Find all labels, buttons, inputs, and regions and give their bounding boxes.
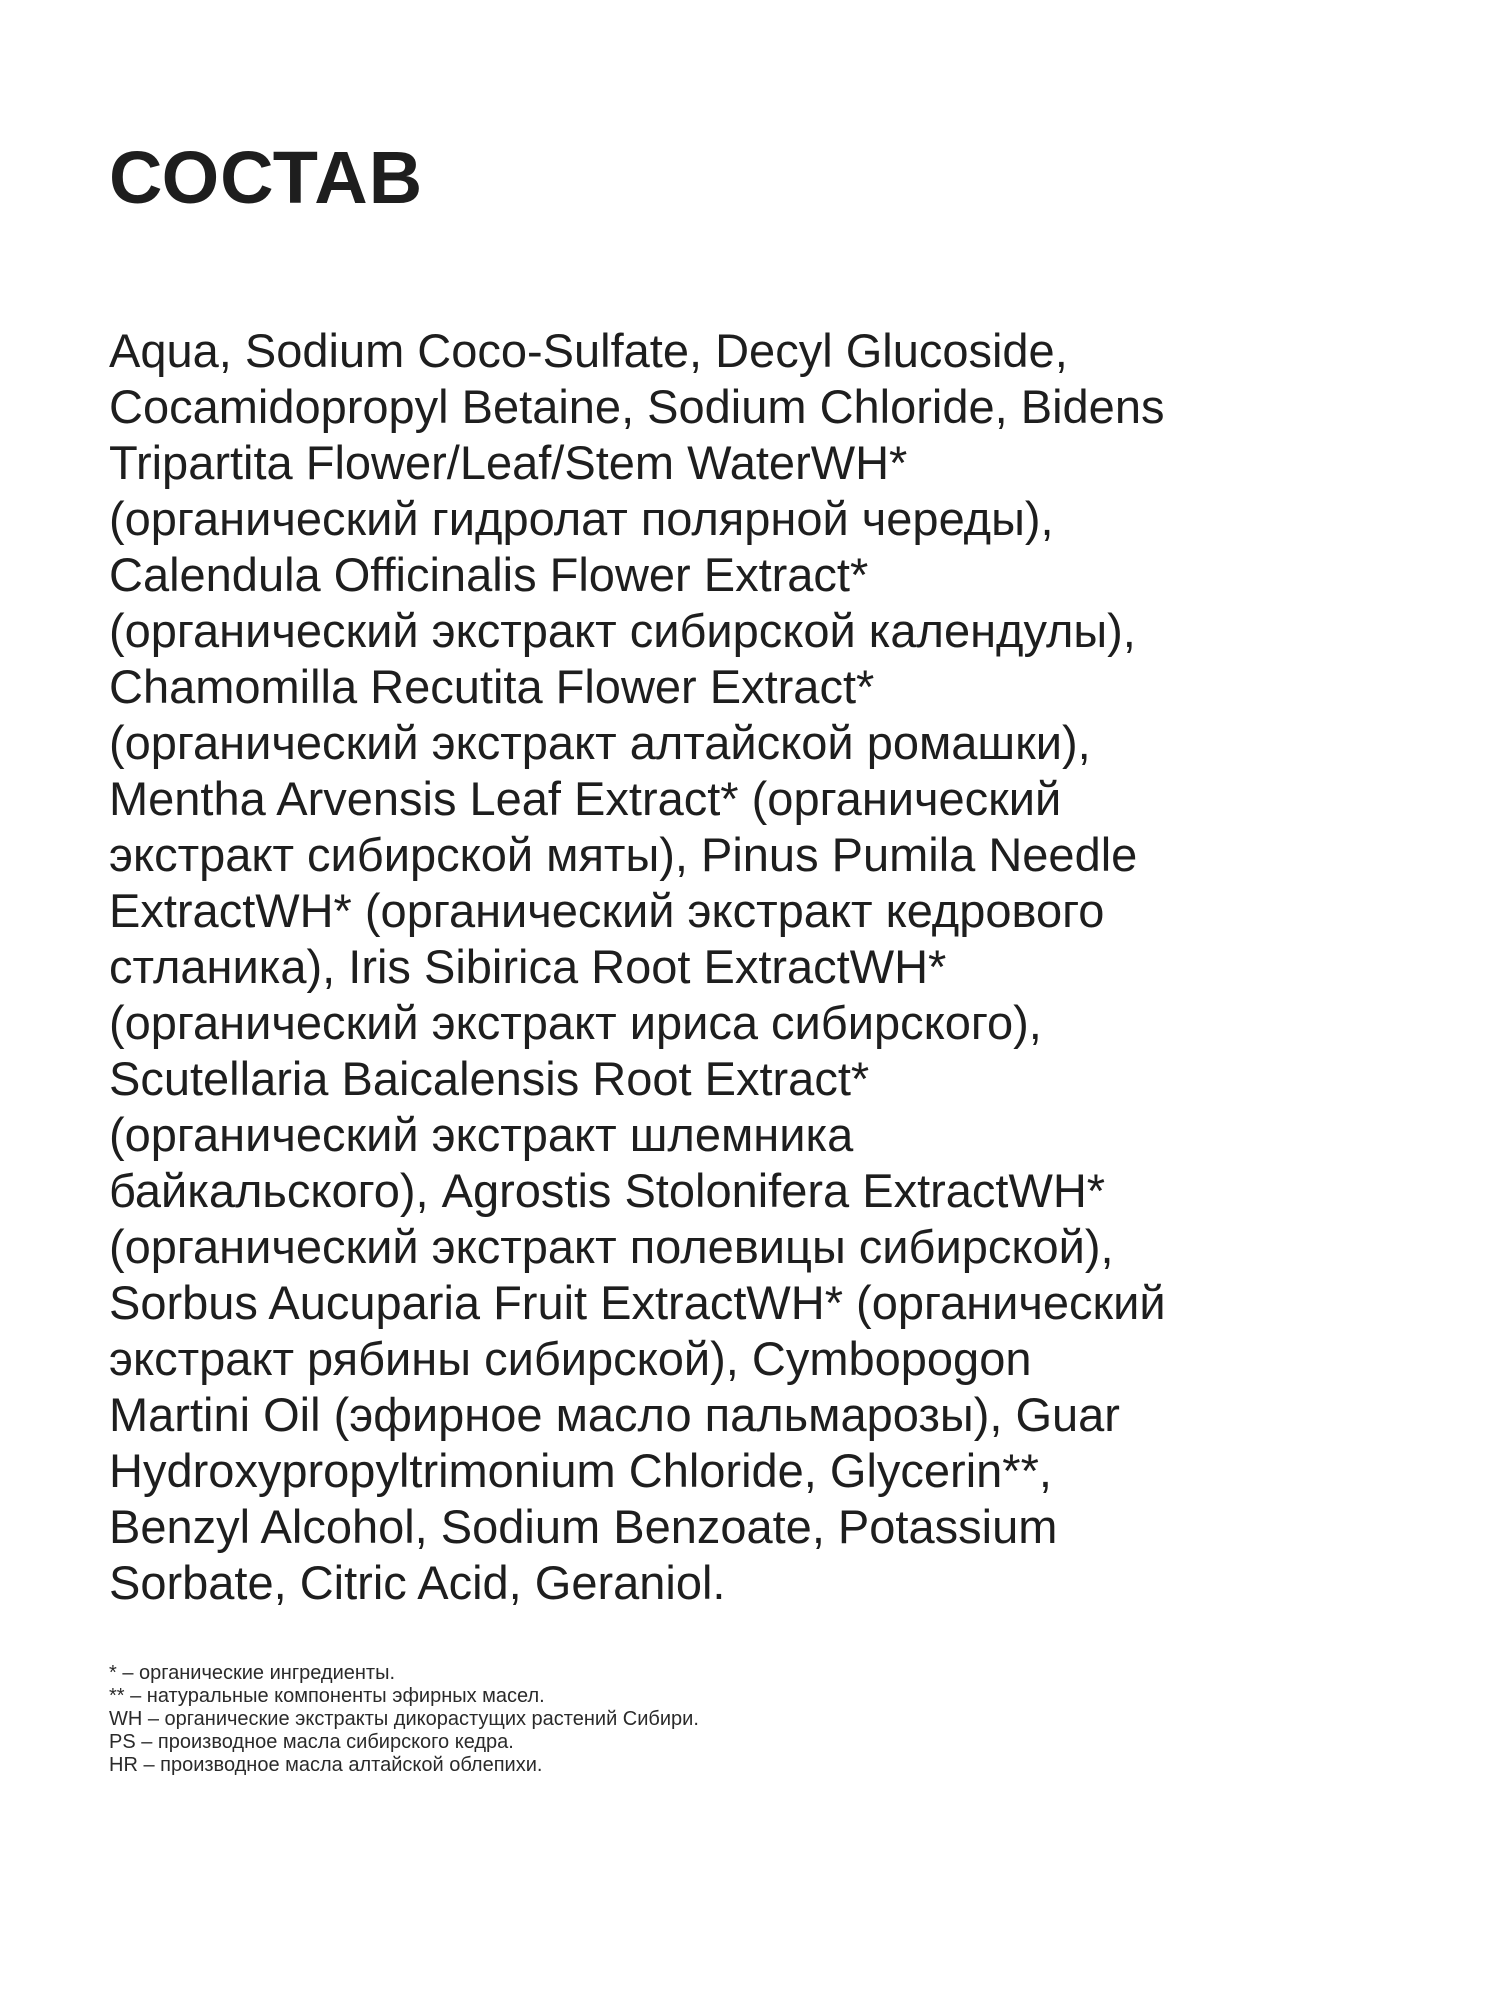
footnotes-list	[109, 1662, 1429, 1777]
ingredients-line: Aqua, Sodium Coco-Sulfate, Decyl Glucoside,	[109, 324, 1068, 377]
ingredients-line: (органический экстракт шлемника	[109, 1108, 854, 1161]
footnote-organic: * – органические ингредиенты.	[109, 1662, 396, 1684]
ingredients-line: Sorbus Aucuparia Fruit ExtractWH* (органический	[109, 1276, 1166, 1329]
ingredients-line: стланика), Iris Sibirica Root ExtractWH*	[109, 940, 947, 993]
ingredients-line: Mentha Arvensis Leaf Extract* (органический	[109, 772, 1062, 825]
ingredients-line: ExtractWH* (органический экстракт кедрового	[109, 884, 1105, 937]
ingredients-line: экстракт рябины сибирской), Cymbopogon	[109, 1332, 1032, 1385]
ingredients-line: Chamomilla Recutita Flower Extract*	[109, 660, 875, 713]
ingredients-line: Scutellaria Baicalensis Root Extract*	[109, 1052, 870, 1105]
ingredients-line: байкальского), Agrostis Stolonifera ExtractWH*	[109, 1164, 1106, 1217]
ingredients-line: Sorbate, Citric Acid, Geraniol.	[109, 1556, 726, 1609]
ingredients-line: Benzyl Alcohol, Sodium Benzoate, Potassium	[109, 1500, 1058, 1553]
footnote-siberian-cedar: PS – производное масла сибирского кедра.	[109, 1731, 514, 1753]
footnote-wild-harvested: WH – органические экстракты дикорастущих растений Сибири.	[109, 1708, 699, 1730]
ingredients-line: (органический экстракт ириса сибирского),	[109, 996, 1042, 1049]
ingredients-line: (органический экстракт сибирской календулы),	[109, 604, 1136, 657]
ingredients-line: Cocamidopropyl Betaine, Sodium Chloride, Bidens	[109, 380, 1165, 433]
ingredients-line: (органический экстракт алтайской ромашки),	[109, 716, 1091, 769]
ingredients-line: Martini Oil (эфирное масло пальмарозы), Guar	[109, 1388, 1120, 1441]
ingredients-list	[109, 323, 1429, 1611]
footnote-altai-sea-buckthorn: HR – производное масла алтайской облепихи.	[109, 1754, 543, 1776]
ingredients-line: Calendula Officinalis Flower Extract*	[109, 548, 869, 601]
ingredients-line: (органический гидролат полярной череды),	[109, 492, 1054, 545]
ingredients-line: (органический экстракт полевицы сибирской),	[109, 1220, 1114, 1273]
footnote-essential-oils: ** – натуральные компоненты эфирных масел.	[109, 1685, 545, 1707]
ingredients-line: Hydroxypropyltrimonium Chloride, Glycerin**,	[109, 1444, 1052, 1497]
ingredients-line: экстракт сибирской мяты), Pinus Pumila Needle	[109, 828, 1138, 881]
page-title: СОСТАВ	[109, 136, 424, 219]
ingredients-line: Tripartita Flower/Leaf/Stem WaterWH*	[109, 436, 908, 489]
